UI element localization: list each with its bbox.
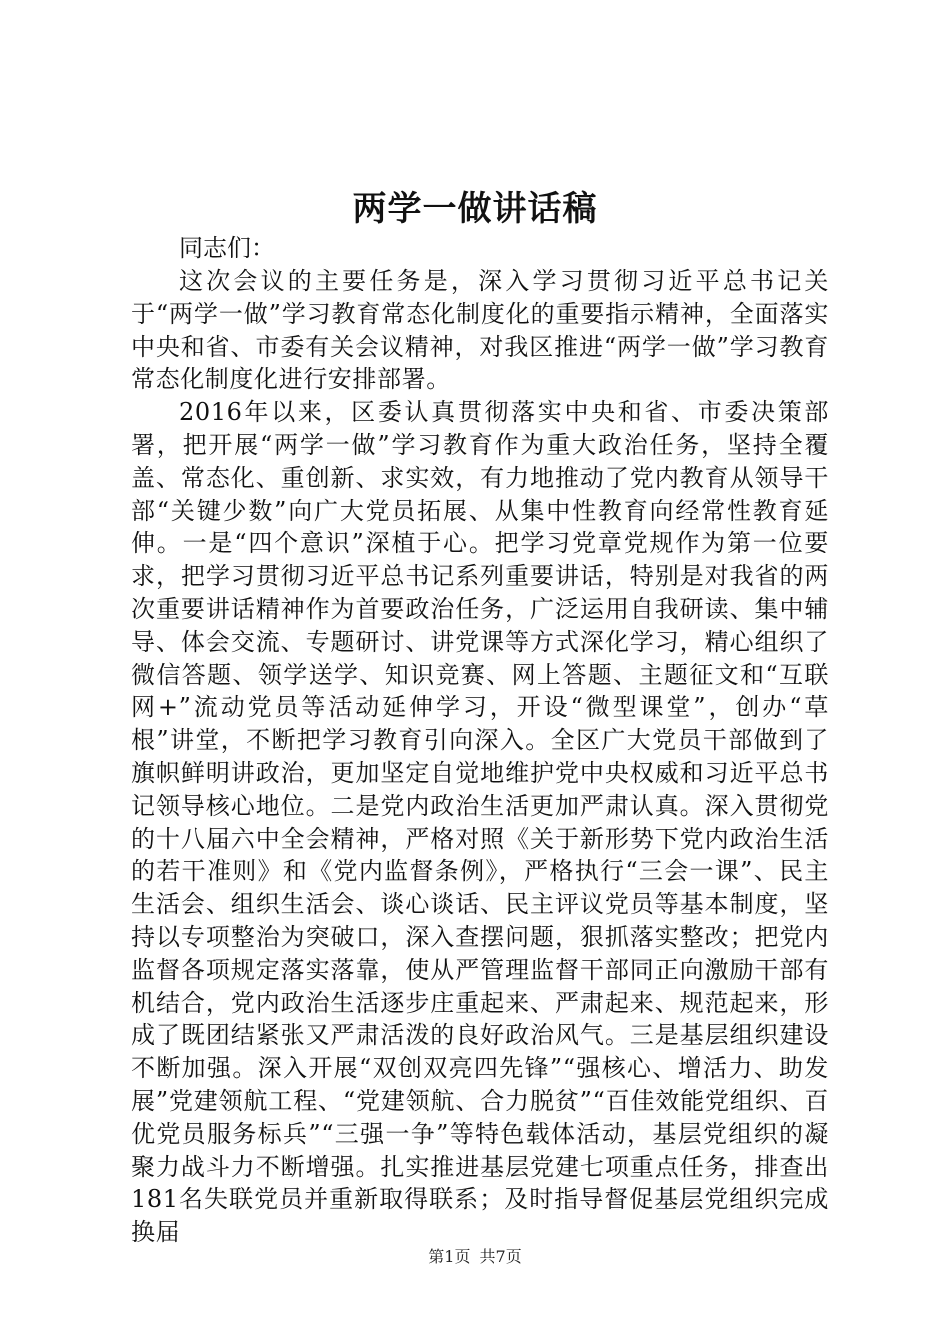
document-body [131,232,829,1249]
page-number: 第1页 [428,1247,471,1266]
paragraph-intro: 这次会议的主要任务是，深入学习贯彻习近平总书记关于“两学一做”学习教育常态化制度化的重要指示精神，全面落实中央和省、市委有关会议精神，对我区推进“两学一做”学习教育常态化制度化进行安排部署。 [131,267,829,394]
page-total: 共7页 [479,1247,522,1266]
paragraph-review: 2016年以来，区委认真贯彻落实中央和省、市委决策部署，把开展“两学一做”学习教育作为重大政治任务，坚持全覆盖、常态化、重创新、求实效，有力地推动了党内教育从领导干部“关键少数”向广大党员拓展、从集中性教育向经常性教育延伸。一是“四个意识”深植于心。把学习党章党规作为第一位要求，把学习贯彻习近平总书记系列重要讲话，特别是对我省的两次重要讲话精神作为首要政治任务，广泛运用自我研读、集中辅导、体会交流、专题研讨、讲党课等方式深化学习，精心组织了微信答题、领学送学、知识竞赛、网上答题、主题征文和“互联网+”流动党员等活动延伸学习，开设“微型课堂”，创办“草根”讲堂，不断把学习教育引向深入。全区广大党员干部做到了旗帜鲜明讲政治，更加坚定自觉地维护党中央权威和习近平总书记领导核心地位。二是党内政治生活更加严肃认真。深入贯彻党的十八届六中全会精神，严格对照《关于新形势下党内政治生活的若干准则》和《党内监督条例》，严格执行“三会一课”、民主生活会、组织生活会、谈心谈话、民主评议党员等基本制度，坚持以专项整治为突破口，深入查摆问题，狠抓落实整改；把党内监督各项规定落实落靠，使从严管理监督干部同正向激励干部有机结合，党内政治生活逐步庄重起来、严肃起来、规范起来，形成了既团结紧张又严肃活泼的良好政治风气。三是基层组织建设不断加强。深入开展“双创双亮四先锋”“强核心、增活力、助发展”党建领航工程、“党建领航、合力脱贫”“百佳效能党组织、百优党员服务标兵”“三强一争”等特色载体活动，基层党组织的凝聚力战斗力不断增强。扎实推进基层党建七项重点任务，排查出181名失联党员并重新取得联系；及时指导督促基层党组织完成换届 [131,398,829,1247]
page-footer [0,1246,950,1268]
document-title: 两学一做讲话稿 [352,189,598,229]
greeting-line: 同志们： [179,234,275,262]
